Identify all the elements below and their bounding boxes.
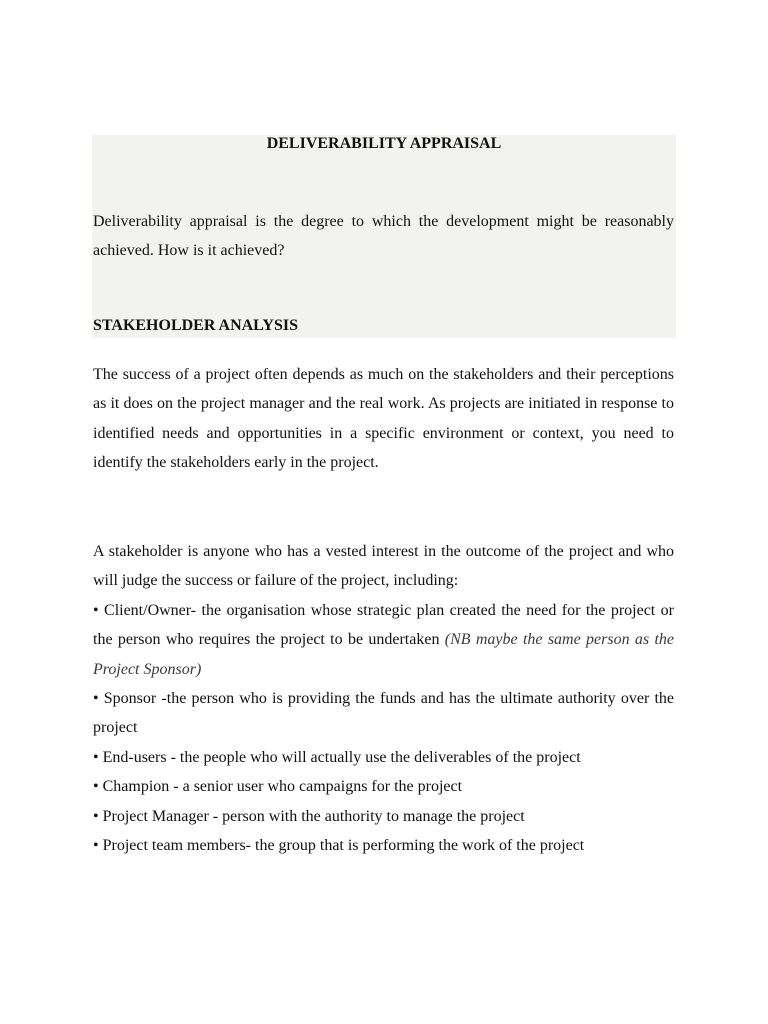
list-item-project-team: • Project team members- the group that is performing the work of the project bbox=[93, 837, 585, 855]
list-item-client-owner bbox=[93, 596, 674, 684]
list-item-champion: • Champion - a senior user who campaigns for the project bbox=[93, 778, 463, 796]
document-title: DELIVERABILITY APPRAISAL bbox=[266, 135, 502, 152]
list-item-end-users: • End-users - the people who will actually use the deliverables of the project bbox=[93, 748, 581, 766]
intro-paragraph: Deliverability appraisal is the degree to which the development might be reasonably achieved. How is it achieved? bbox=[93, 213, 674, 260]
list-item-sponsor: • Sponsor -the person who is providing the funds and has the ultimate authority over the project bbox=[93, 690, 674, 737]
stakeholder-paragraph-1: The success of a project often depends as much on the stakeholders and their perceptions as it does on the project manager and the real work. As projects are initiated in response to identified needs and opportunities in a specific environment or context, you need to identify the stakeholders early in the project. bbox=[93, 366, 674, 472]
stakeholder-paragraph-2: A stakeholder is anyone who has a vested interest in the outcome of the project and who will judge the success or failure of the project, including: bbox=[93, 543, 674, 590]
section-heading: STAKEHOLDER ANALYSIS bbox=[93, 317, 298, 334]
list-item-project-manager: • Project Manager - person with the authority to manage the project bbox=[93, 807, 525, 825]
stakeholder-list-block bbox=[93, 537, 674, 860]
list-item-note: (NB maybe the same person as the Project Sponsor) bbox=[93, 631, 674, 678]
list-item-text: • Client/Owner- the organisation whose strategic plan created the need for the project or the person who requires the project to be undertaken bbox=[93, 601, 674, 649]
